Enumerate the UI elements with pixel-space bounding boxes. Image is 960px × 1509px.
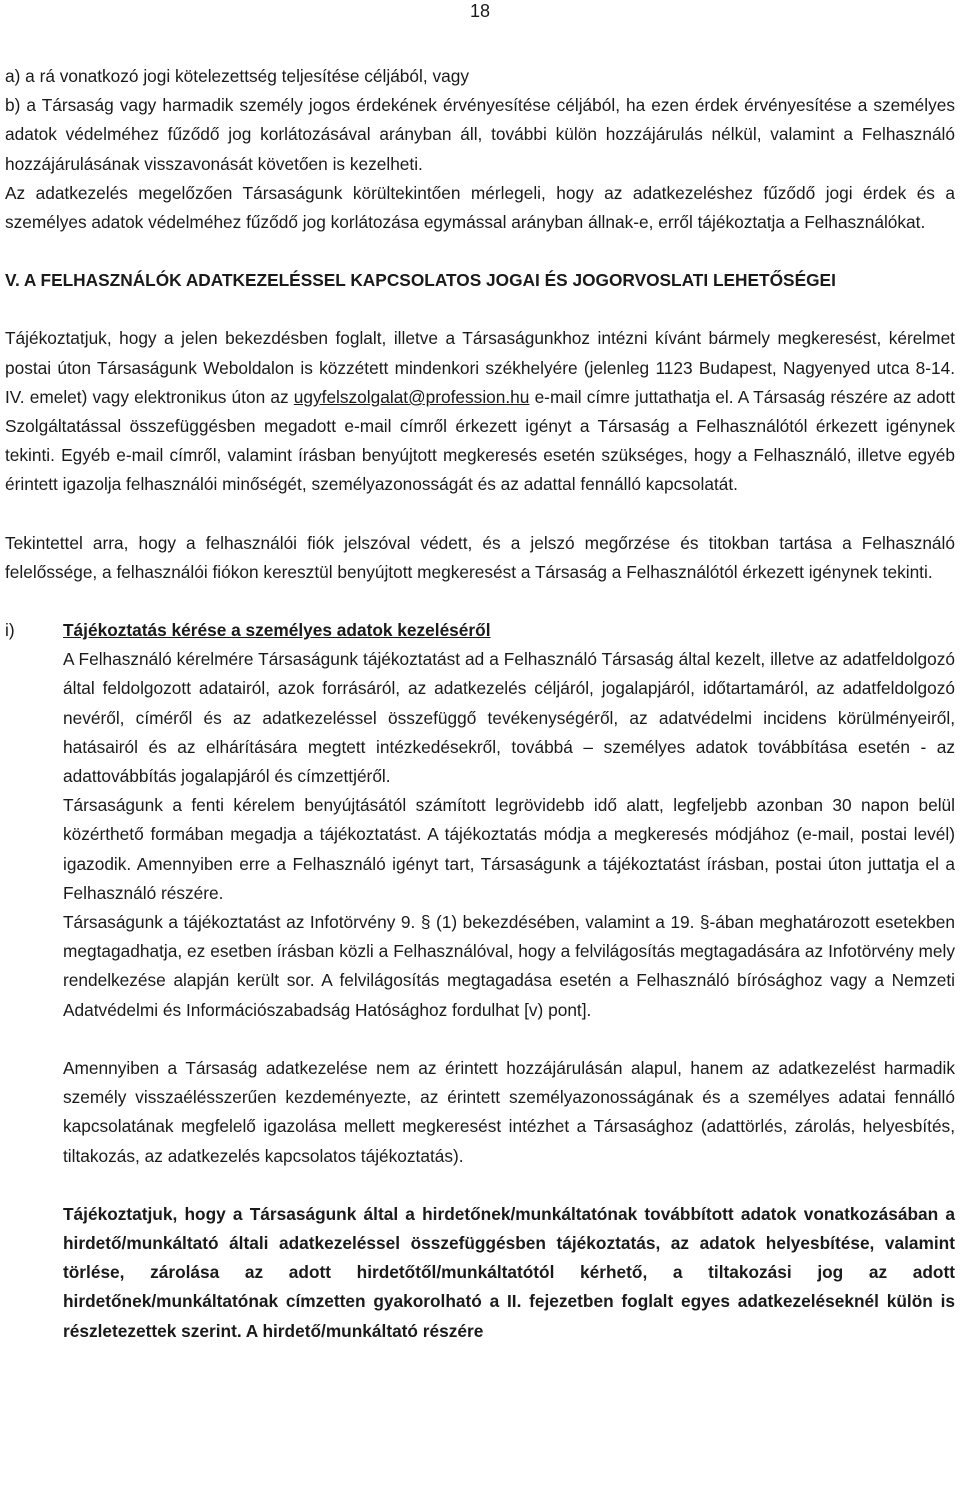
item-paragraph-4: Amennyiben a Társaság adatkezelése nem az érintett hozzájárulásán alapul, hanem az adatkezelést harmadik személy visszaélésszerűen kezdeményezte, az érintett személyazonosságának és a személyes adatai fennálló kapcsolatának megfelelő igazolása mellett megkeresést intézhet a Társasághoz (adattörlés, zárolás, helyesbítés, tiltakozás, az adatkezelés kapcsolatos tájékoztatás). (63, 1057, 955, 1166)
section-v-paragraph-1 (5, 324, 955, 499)
paragraph-text-before-email: Tájékoztatjuk, hogy a jelen bekezdésben foglalt, illetve a Társaságunkhoz intézni kívánt bármely megkeresést, kérelmet postai úton Társaságunk Weboldalon is közzétett mindenkori székhelyére (jelenleg 1123 Budapest, Nagyenyed utca 8-14. IV. emelet) vagy elektronikus úton az (5, 328, 955, 407)
list-item-i (5, 616, 955, 1025)
item-paragraph-1: A Felhasználó kérelmére Társaságunk tájékoztatást ad a Felhasználó Társaság által kezelt, illetve az adatfeldolgozó által feldolgozott adatairól, azok forrásáról, az adatkezelés céljáról, jogalapjáról, időtartamáról, az adatfeldolgozó nevéről, címéről és az adatkezeléssel összefüggő tevékenységéről, az adatvédelmi incidens körülményeiről, hatásairól és az elhárítására megtett intézkedésekről, továbbá – személyes adatok továbbítása esetén - az adattovábbítás jogalapjáról és címzettjéről. (63, 649, 955, 787)
document-body (5, 62, 955, 1346)
item-paragraph-5: Tájékoztatjuk, hogy a Társaságunk által a hirdetőnek/munkáltatónak továbbított adatok vonatkozásában a hirdető/munkáltató általi adatkezeléssel összefüggésben tájékoztatás, az adatok helyesbítése, valamint törlése, zárolása az adott hirdetőtől/munkáltatótól kérhető, a tiltakozási jog az adott hirdetőnek/munkáltatónak címzetten gyakorolható a II. fejezetben foglalt egyes adatkezeléseknél külön is részletezettek szerint. A hirdető/munkáltató részére (63, 1203, 955, 1341)
item-paragraph-3: Társaságunk a tájékoztatást az Infotörvény 9. § (1) bekezdésében, valamint a 19. §-ában meghatározott esetekben megtagadhatja, ez esetben írásban közli a Felhasználóval, hogy a felvilágosítás megtagadására az Infotörvény mely rendelkezése alapján került sor. A felvilágosítás megtagadása esetén a Felhasználó bírósághoz vagy a Nemzeti Adatvédelmi és Információszabadság Hatósághoz fordulhat [v) pont]. (63, 912, 955, 1020)
item-paragraph-2: Társaságunk a fenti kérelem benyújtásától számított legrövidebb idő alatt, legfeljebb azonban 30 napon belül közérthető formában megadja a tájékoztatást. A tájékoztatás módja a megkeresés módjához (e-mail, postai levél) igazodik. Amennyiben erre a Felhasználó igényt tart, Társaságunk a tájékoztatást írásban, postai úton juttatja el a Felhasználó részére. (63, 795, 955, 903)
item-title: Tájékoztatás kérése a személyes adatok kezeléséről (63, 620, 491, 641)
intro-paragraph: Az adatkezelés megelőzően Társaságunk körültekintően mérlegeli, hogy az adatkezeléshez fűződő jogi érdek és a személyes adatok védelméhez fűződő jog korlátozása egymással arányban állnak-e, erről tájékoztatja a Felhasználókat. (5, 182, 955, 233)
paragraph-text-after-email: e-mail címre juttathatja el. A Társaság részére az adott Szolgáltatással összefüggésben megadott e-mail címről érkezett igényt a Társaság a Felhasználótól érkezett igénynek tekinti. Egyéb e-mail címről, valamint írásban benyújtott megkeresés esetén szükséges, hogy a Felhasználó, illetve egyéb érintett igazolja felhasználói minőségét, személyazonosságát és az adattal fennálló kapcsolatát. (5, 386, 956, 495)
section-v-heading: V. A FELHASZNÁLÓK ADATKEZELÉSSEL KAPCSOLATOS JOGAI ÉS JOGORVOSLATI LEHETŐSÉGEI (5, 270, 836, 291)
page-number: 18 (469, 1, 491, 21)
section-v-paragraph-2: Tekintettel arra, hogy a felhasználói fiók jelszóval védett, és a jelszó megőrzése és titokban tartása a Felhasználó felelőssége, a felhasználói fiókon keresztül benyújtott megkeresést a Társaság a Felhasználótól érkezett igénynek tekinti. (5, 532, 955, 582)
support-email-link[interactable]: ugyfelszolgalat@profession.hu (293, 386, 530, 407)
intro-item-a: a) a rá vonatkozó jogi kötelezettség teljesítése céljából, vagy (5, 66, 469, 86)
item-label: i) (5, 620, 15, 641)
intro-item-b: b) a Társaság vagy harmadik személy jogos érdekének érvényesítése céljából, ha ezen érdek érvényesítése a személyes adatok védelméhez fűződő jog korlátozásával arányban áll, további külön hozzájárulás nélkül, valamint a Felhasználó hozzájárulásának visszavonását követően is kezelheti. (5, 95, 955, 174)
